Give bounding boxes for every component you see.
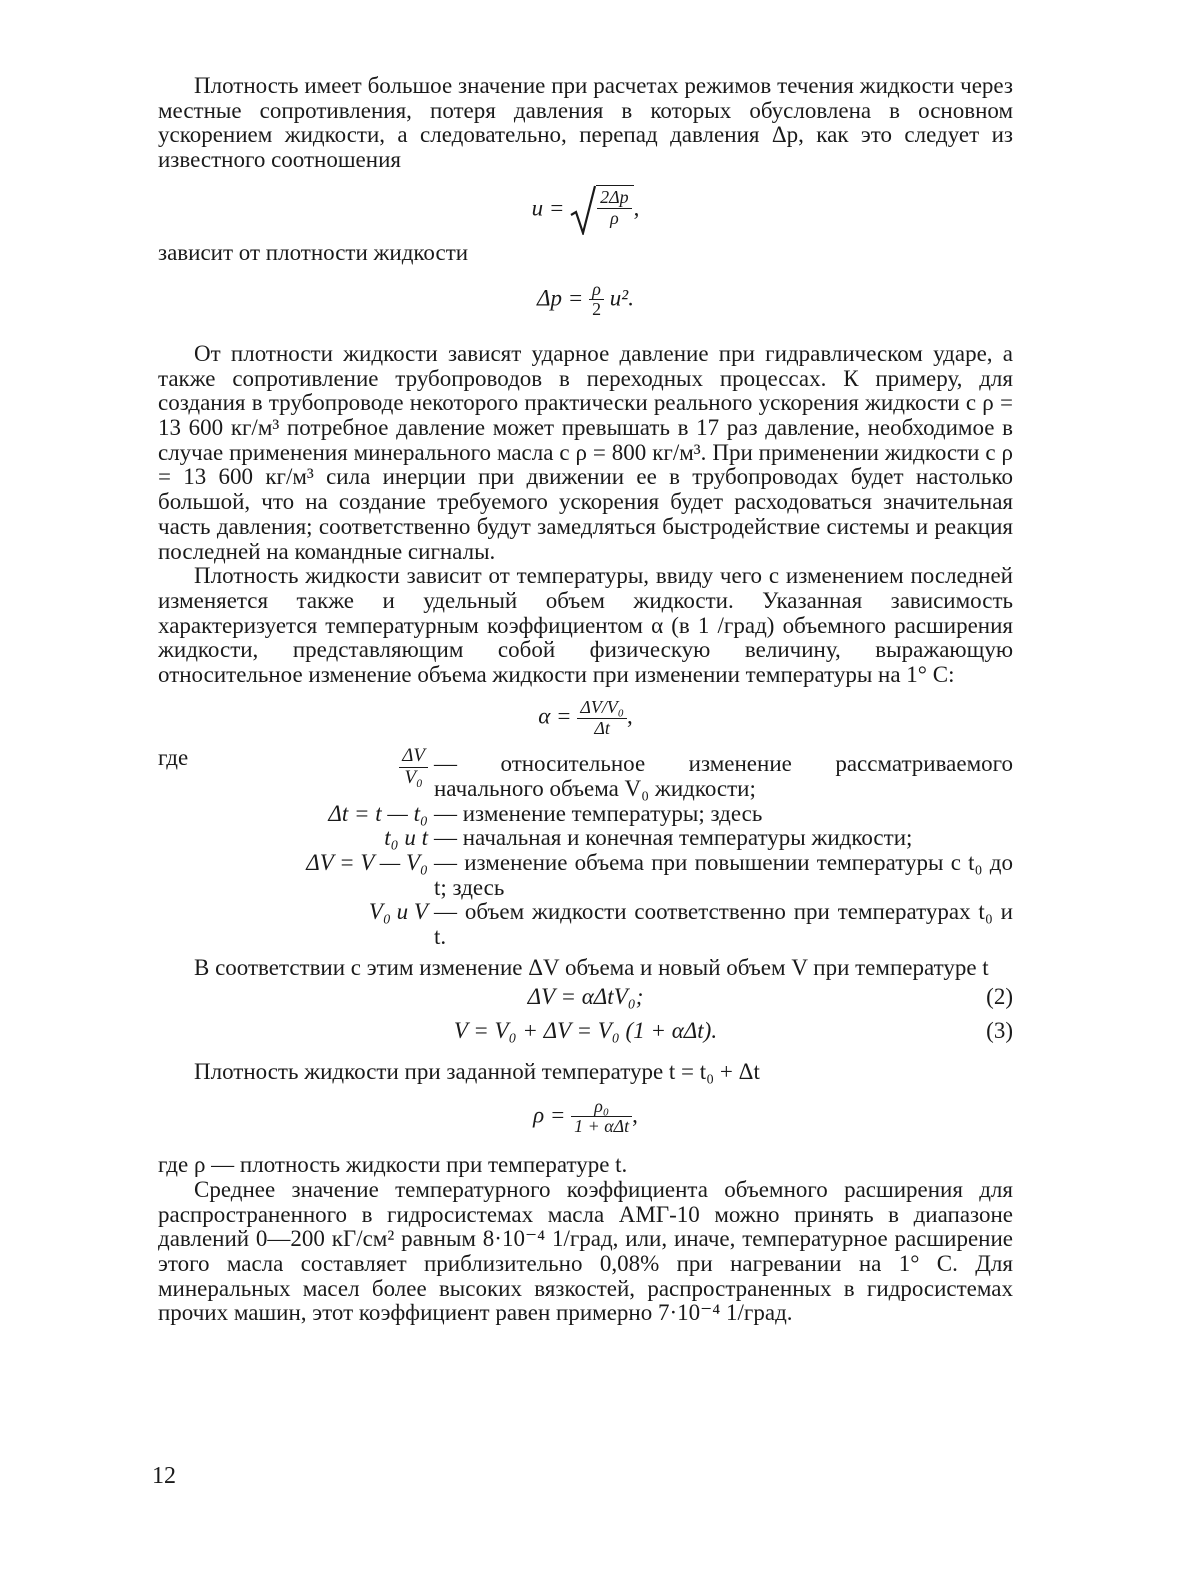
formula-u-den: ρ bbox=[610, 207, 619, 228]
definition-text: — относительное изменение рассматриваемого начального объема V₀ жидкости; bbox=[434, 751, 1013, 801]
equation-2-number: (2) bbox=[986, 983, 1013, 1009]
definition-term: V₀ и V bbox=[368, 899, 428, 925]
formula-rho-lhs: ρ = bbox=[533, 1102, 566, 1128]
formula-dp-rhs: u². bbox=[609, 285, 634, 311]
formula-rho-num: ρ₀ bbox=[571, 1097, 632, 1118]
formula-u-tail: , bbox=[633, 195, 640, 221]
formula-u bbox=[158, 185, 1013, 235]
formula-rho-den: 1 + αΔt bbox=[574, 1116, 630, 1137]
formula-rho bbox=[158, 1097, 1013, 1137]
equation-2-expr: ΔV = αΔtV₀; bbox=[527, 983, 644, 1009]
paragraph-2: зависит от плотности жидкости bbox=[158, 239, 469, 265]
formula-alpha-den: Δt bbox=[594, 717, 610, 738]
definition-text: — начальная и конечная температуры жидкости; bbox=[434, 825, 913, 851]
definition-row bbox=[158, 851, 1013, 900]
formula-dp bbox=[158, 280, 1013, 320]
equation-3 bbox=[158, 1019, 1013, 1044]
formula-u-num: 2Δp bbox=[597, 188, 631, 209]
equation-2 bbox=[158, 985, 1013, 1010]
formula-rho-tail: , bbox=[632, 1102, 638, 1128]
paragraph-8: Среднее значение температурного коэффициента объемного расширения для распространенного в гидросистемах масла АМГ-10 можно принять в диапазоне давлений 0—200 кГ/см² равным 8·10⁻⁴ 1/град, или, иначе, температурное расширение этого масла составляет приблизительно 0,08% при нагревании на 1° С. Для минеральных масел более высоких вязкостей, распространенных в гидросистемах прочих машин, этот коэффициент равен примерно 7·10⁻⁴ 1/град. bbox=[158, 1176, 1013, 1326]
paragraph-1: Плотность имеет большое значение при расчетах режимов течения жидкости через местные сопротивления, потеря давления в которых обусловлена в основном ускорением жидкости, а следовательно, перепад давления Δp, как это следует из известного соотношения bbox=[158, 73, 1013, 173]
definitions-list bbox=[158, 746, 1013, 950]
definition-where: где bbox=[158, 745, 189, 771]
paragraph-7: где ρ — плотность жидкости при температуре t. bbox=[158, 1152, 628, 1178]
equation-3-number: (3) bbox=[986, 1018, 1013, 1044]
definition-text: — изменение температуры; здесь bbox=[434, 800, 763, 826]
definition-term: ΔV = V — V₀ bbox=[306, 850, 428, 876]
formula-dp-lhs: Δp = bbox=[537, 285, 584, 311]
definition-term: t₀ и t bbox=[384, 825, 428, 851]
definition-row bbox=[158, 826, 1013, 851]
formula-dp-num: ρ bbox=[589, 280, 604, 301]
definition-row bbox=[158, 900, 1013, 949]
definition-term: Δt = t — t₀ bbox=[328, 800, 428, 826]
formula-alpha bbox=[158, 698, 1013, 738]
formula-alpha-lhs: α = bbox=[538, 703, 572, 729]
page-body bbox=[158, 74, 1013, 1326]
sqrt-symbol bbox=[570, 185, 633, 235]
page-number: 12 bbox=[152, 1463, 176, 1489]
formula-u-lhs: u = bbox=[531, 195, 565, 221]
paragraph-4: Плотность жидкости зависит от температуры, ввиду чего с изменением последней изменяется также и удельный объем жидкости. Указанная зависимость характеризуется температурным коэффициентом α (в 1 /град) объемного расширения жидкости, представляющим собой физическую величину, выражающую относительное изменение объема жидкости при изменении температуры на 1° С: bbox=[158, 563, 1013, 688]
definition-text: — изменение объема при повышении температуры с t₀ до t; здесь bbox=[434, 850, 1013, 900]
formula-dp-den: 2 bbox=[592, 299, 602, 320]
definition-frac-num: ΔV bbox=[399, 746, 428, 768]
definition-row bbox=[158, 802, 1013, 827]
paragraph-6: Плотность жидкости при заданной температуре t = t₀ + Δt bbox=[194, 1058, 760, 1084]
formula-alpha-tail: , bbox=[627, 703, 633, 729]
paragraph-5: В соответствии с этим изменение ΔV объема и новый объем V при температуре t bbox=[194, 954, 989, 980]
definition-frac-den: V₀ bbox=[404, 767, 423, 789]
paragraph-3: От плотности жидкости зависят ударное давление при гидравлическом ударе, а также сопротивление трубопроводов в переходных процессах. К примеру, для создания в трубопроводе некоторого практически реального ускорения жидкости с ρ = 13 600 кг/м³ потребное давление может превышать в 17 раз давление, необходимое в случае применения минерального масла с ρ = 800 кг/м³. При применении жидкости с ρ = 13 600 кг/м³ сила инерции при движении ее в трубопроводах будет настолько большой, что на создание требуемого ускорения будет расходоваться значительная часть давления; соответственно будут замедляться быстродействие системы и реакция последней на командные сигналы. bbox=[158, 340, 1013, 564]
formula-alpha-num: ΔV/V₀ bbox=[577, 698, 627, 719]
equation-3-expr: V = V₀ + ΔV = V₀ (1 + αΔt). bbox=[453, 1018, 718, 1044]
definition-text: — объем жидкости соответственно при температурах t₀ и t. bbox=[434, 899, 1013, 950]
definition-row bbox=[158, 746, 1013, 801]
